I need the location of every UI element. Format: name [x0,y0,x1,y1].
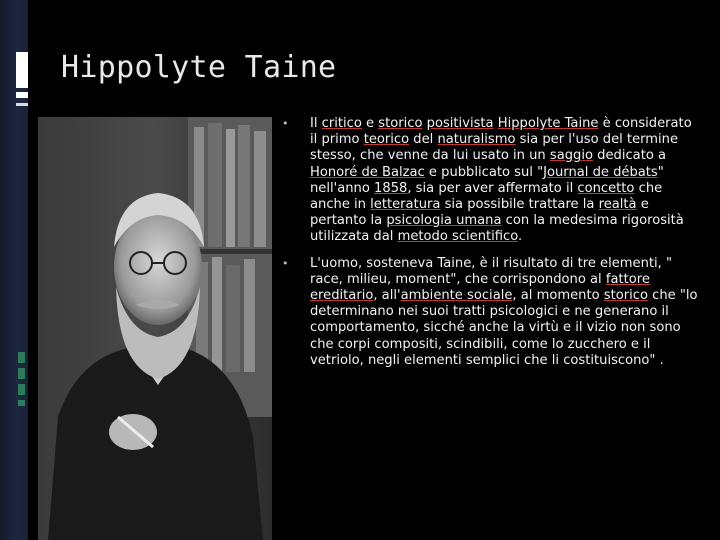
accent-square [18,400,25,406]
portrait-illustration [38,117,272,540]
bullet-dot: • [282,117,289,130]
text-link[interactable]: storico [603,288,648,304]
text-span: , sia per aver affermato il [407,180,578,196]
text-link[interactable]: metodo scientifico [397,229,519,245]
text-link[interactable]: critico [321,116,362,131]
text-link[interactable]: 1858 [374,180,408,196]
text-link[interactable]: Journal de débats [543,164,658,180]
text-span: è considerato il primo [310,116,692,148]
accent-square [18,368,25,379]
bullet-item-2 [282,256,702,369]
text-link[interactable]: Honoré de Balzac [310,164,425,180]
text-span: e pubblicato sul " [424,164,544,180]
text-span: che "lo determinano nei suoi tratti psicologici e ne generano il comportamento, sicché anche la virtù e il vizio non sono che corpi compositi, scindibili, come lo zucchero e il vetriolo, negli elementi semplici che li costituiscono" . [310,288,698,368]
bullet-text [310,116,692,244]
text-link[interactable]: ambiente sociale [400,288,513,304]
text-span: " nell'anno [310,164,664,196]
accent-stripe [16,92,28,98]
text-link[interactable]: realtà [598,197,637,213]
text-link[interactable]: fattore ereditario [310,271,650,304]
text-span: del [409,132,438,148]
text-link[interactable]: concetto [577,180,635,196]
accent-square [18,384,25,395]
text-span: e pertanto la [310,197,649,229]
slide-title: Hippolyte Taine [61,50,337,85]
bullet-text [310,256,698,368]
text-span: che anche in [310,180,663,213]
accent-square [18,352,25,363]
bullet-item-1 [282,116,702,246]
text-span: e [361,116,379,131]
text-span: . [518,229,523,245]
bullet-dot: • [282,256,289,270]
text-link[interactable]: psicologia umana [386,213,502,229]
text-span: , al momento [512,288,604,304]
text-link[interactable]: saggio [549,148,593,164]
text-link[interactable]: letteratura [370,197,441,213]
text-span: L'uomo, sosteneva Taine, è il risultato di tre elementi, " race, milieu, moment", che corrispondono al [310,255,673,287]
accent-stripe [16,103,28,106]
text-link[interactable]: naturalismo [437,132,516,148]
text-span: dedicato a [593,148,667,164]
text-span: sia per l'uso del termine stesso, che venne da lui usato in un [310,132,679,164]
bullet-list [282,116,702,379]
text-span: sia possibile trattare la [440,197,599,213]
text-link[interactable]: storico [378,116,423,131]
accent-block [16,52,28,88]
portrait-photo [38,117,272,540]
text-span: Il [310,116,322,131]
text-link[interactable]: positivista [426,116,494,131]
text-span: , all' [373,288,401,304]
text-span: con la medesima rigorosità utilizzata dal [310,213,684,245]
text-link[interactable]: Hippolyte Taine [497,116,599,131]
text-link[interactable]: teorico [363,132,410,148]
